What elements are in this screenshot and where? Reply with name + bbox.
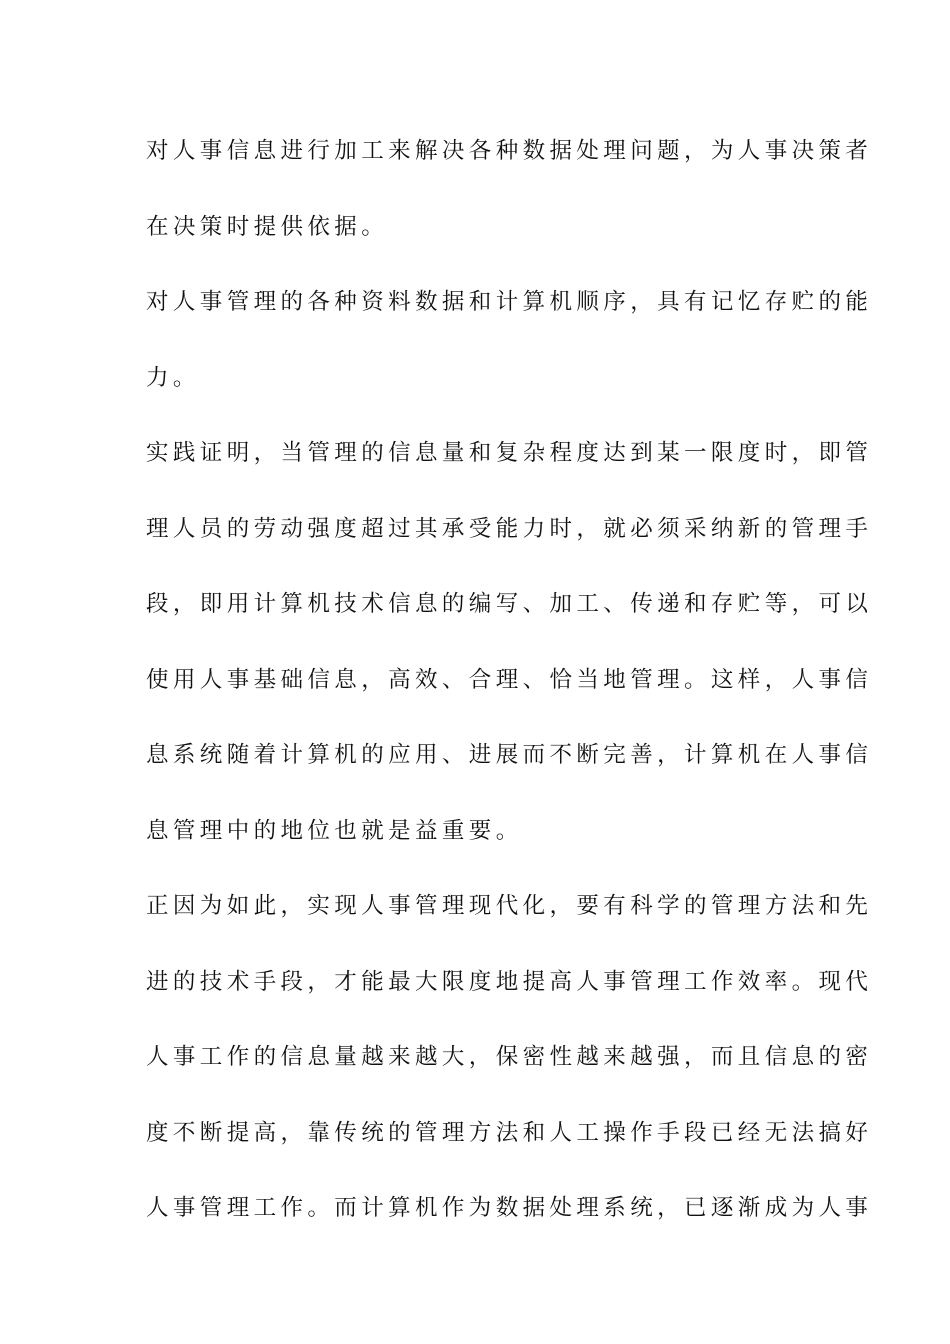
paragraph-line: 力。 [146, 364, 200, 391]
paragraph-line: 人事工作的信息量越来越大，保密性越来越强，而且信息的密 [146, 1044, 873, 1070]
paragraph-line: 使用人事基础信息，高效、合理、恰当地管理。这样，人事信 [146, 666, 873, 693]
paragraph-line: 对人事管理的各种资料数据和计算机顺序，具有记忆存贮的能 [146, 289, 873, 315]
paragraph-line: 人事管理工作。而计算机作为数据处理系统，已逐渐成为人事 [146, 1195, 873, 1221]
paragraph-line: 度不断提高，靠传统的管理方法和人工操作手段已经无法搞好 [146, 1119, 873, 1146]
paragraph-line: 理人员的劳动强度超过其承受能力时，就必须采纳新的管理手 [146, 515, 873, 542]
paragraph-line: 实践证明，当管理的信息量和复杂程度达到某一限度时，即管 [146, 440, 873, 466]
paragraph-line: 段，即用计算机技术信息的编写、加工、传递和存贮等，可以 [146, 591, 873, 617]
document-body [146, 128, 873, 1261]
paragraph-line: 对人事信息进行加工来解决各种数据处理问题，为人事决策者 [146, 138, 873, 164]
paragraph-line: 在决策时提供依据。 [146, 213, 389, 240]
paragraph-2 [146, 279, 873, 430]
paragraph-line: 进的技术手段，才能最大限度地提高人事管理工作效率。现代 [146, 968, 873, 995]
paragraph-1 [146, 128, 873, 279]
paragraph-line: 正因为如此，实现人事管理现代化，要有科学的管理方法和先 [146, 893, 873, 919]
paragraph-line: 息管理中的地位也就是益重要。 [146, 817, 523, 844]
paragraph-4 [146, 883, 873, 1261]
paragraph-3 [146, 430, 873, 883]
paragraph-line: 息系统随着计算机的应用、进展而不断完善，计算机在人事信 [146, 742, 873, 768]
